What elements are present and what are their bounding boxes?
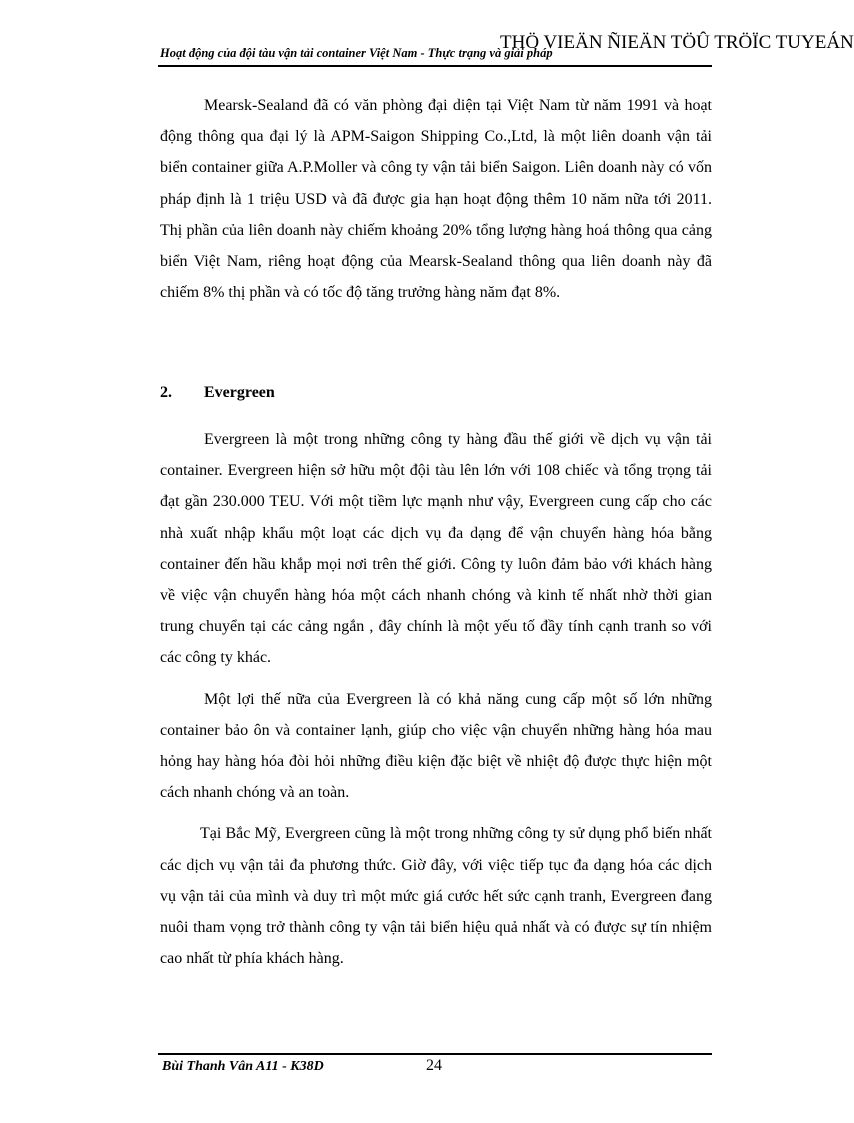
paragraph-evergreen-intro: Evergreen là một trong những công ty hàng đầu thế giới về dịch vụ vận tải container. Evergreen hiện sở hữu một đội tàu lên lớn với 108 chiếc và tổng trọng tải đạt gần 230.000 TEU. Với một tiềm lực mạnh như vậy, Evergreen cung cấp cho các nhà xuất nhập khẩu một loạt các dịch vụ đa dạng để vận chuyển hàng hóa bằng container đến hầu khắp mọi nơi trên thế giới. Công ty luôn đảm bảo với khách hàng về việc vận chuyển hàng hóa một cách nhanh chóng và kinh tế nhất nhờ thời gian trung chuyển tại các cảng ngắn , đây chính là một yếu tố đầy tính cạnh tranh so với các công ty khác. bbox=[160, 431, 712, 667]
page-number: 24 bbox=[426, 1057, 442, 1074]
paragraph-evergreen-reefer: Một lợi thế nữa của Evergreen là có khả năng cung cấp một số lớn những container bảo ôn và container lạnh, giúp cho việc vận chuyển những hàng hóa mau hỏng hay hàng hóa đòi hỏi những điều kiện đặc biệt về nhiệt độ được thực hiện một cách nhanh chóng và an toàn. bbox=[160, 690, 712, 802]
watermark-text: THÖ VIEÄN ÑIEÄN TÖÛ TRÖÏC TUYEÁN bbox=[500, 32, 854, 53]
evergreen-section bbox=[160, 424, 712, 974]
section-heading bbox=[160, 384, 275, 402]
footer-author: Bùi Thanh Vân A11 - K38D bbox=[162, 1059, 324, 1074]
intro-section bbox=[160, 90, 712, 308]
section-title: Evergreen bbox=[204, 384, 275, 401]
paragraph-evergreen-north-america: Tại Bắc Mỹ, Evergreen cũng là một trong những công ty sử dụng phổ biến nhất các dịch vụ vận tải đa phương thức. Giờ đây, với việc tiếp tục đa dạng hóa các dịch vụ vận tải của mình và duy trì một mức giá cước hết sức cạnh tranh, Evergreen đang nuôi tham vọng trở thành công ty vận tải biển hiệu quả nhất và có được sự tín nhiệm cao nhất từ phía khách hàng. bbox=[160, 825, 712, 968]
footer-divider bbox=[158, 1053, 712, 1055]
header-divider bbox=[158, 65, 712, 67]
section-number: 2. bbox=[160, 384, 172, 401]
paragraph-maersk: Mearsk-Sealand đã có văn phòng đại diện tại Việt Nam từ năm 1991 và hoạt động thông qua đại lý là APM-Saigon Shipping Co.,Ltd, là một liên doanh vận tải biển container giữa A.P.Moller và công ty vận tải biển Saigon. Liên doanh này có vốn pháp định là 1 triệu USD và đã được gia hạn hoạt động thêm 10 năm nữa tới 2011. Thị phần của liên doanh này chiếm khoảng 20% tổng lượng hàng hoá thông qua cảng biển Việt Nam, riêng hoạt động của Mearsk-Sealand thông qua liên doanh này đã chiếm 8% thị phần và có tốc độ tăng trưởng hàng năm đạt 8%. bbox=[160, 97, 712, 302]
running-header-title: Hoạt động của đội tàu vận tải container Việt Nam - Thực trạng và giải pháp bbox=[160, 46, 553, 60]
